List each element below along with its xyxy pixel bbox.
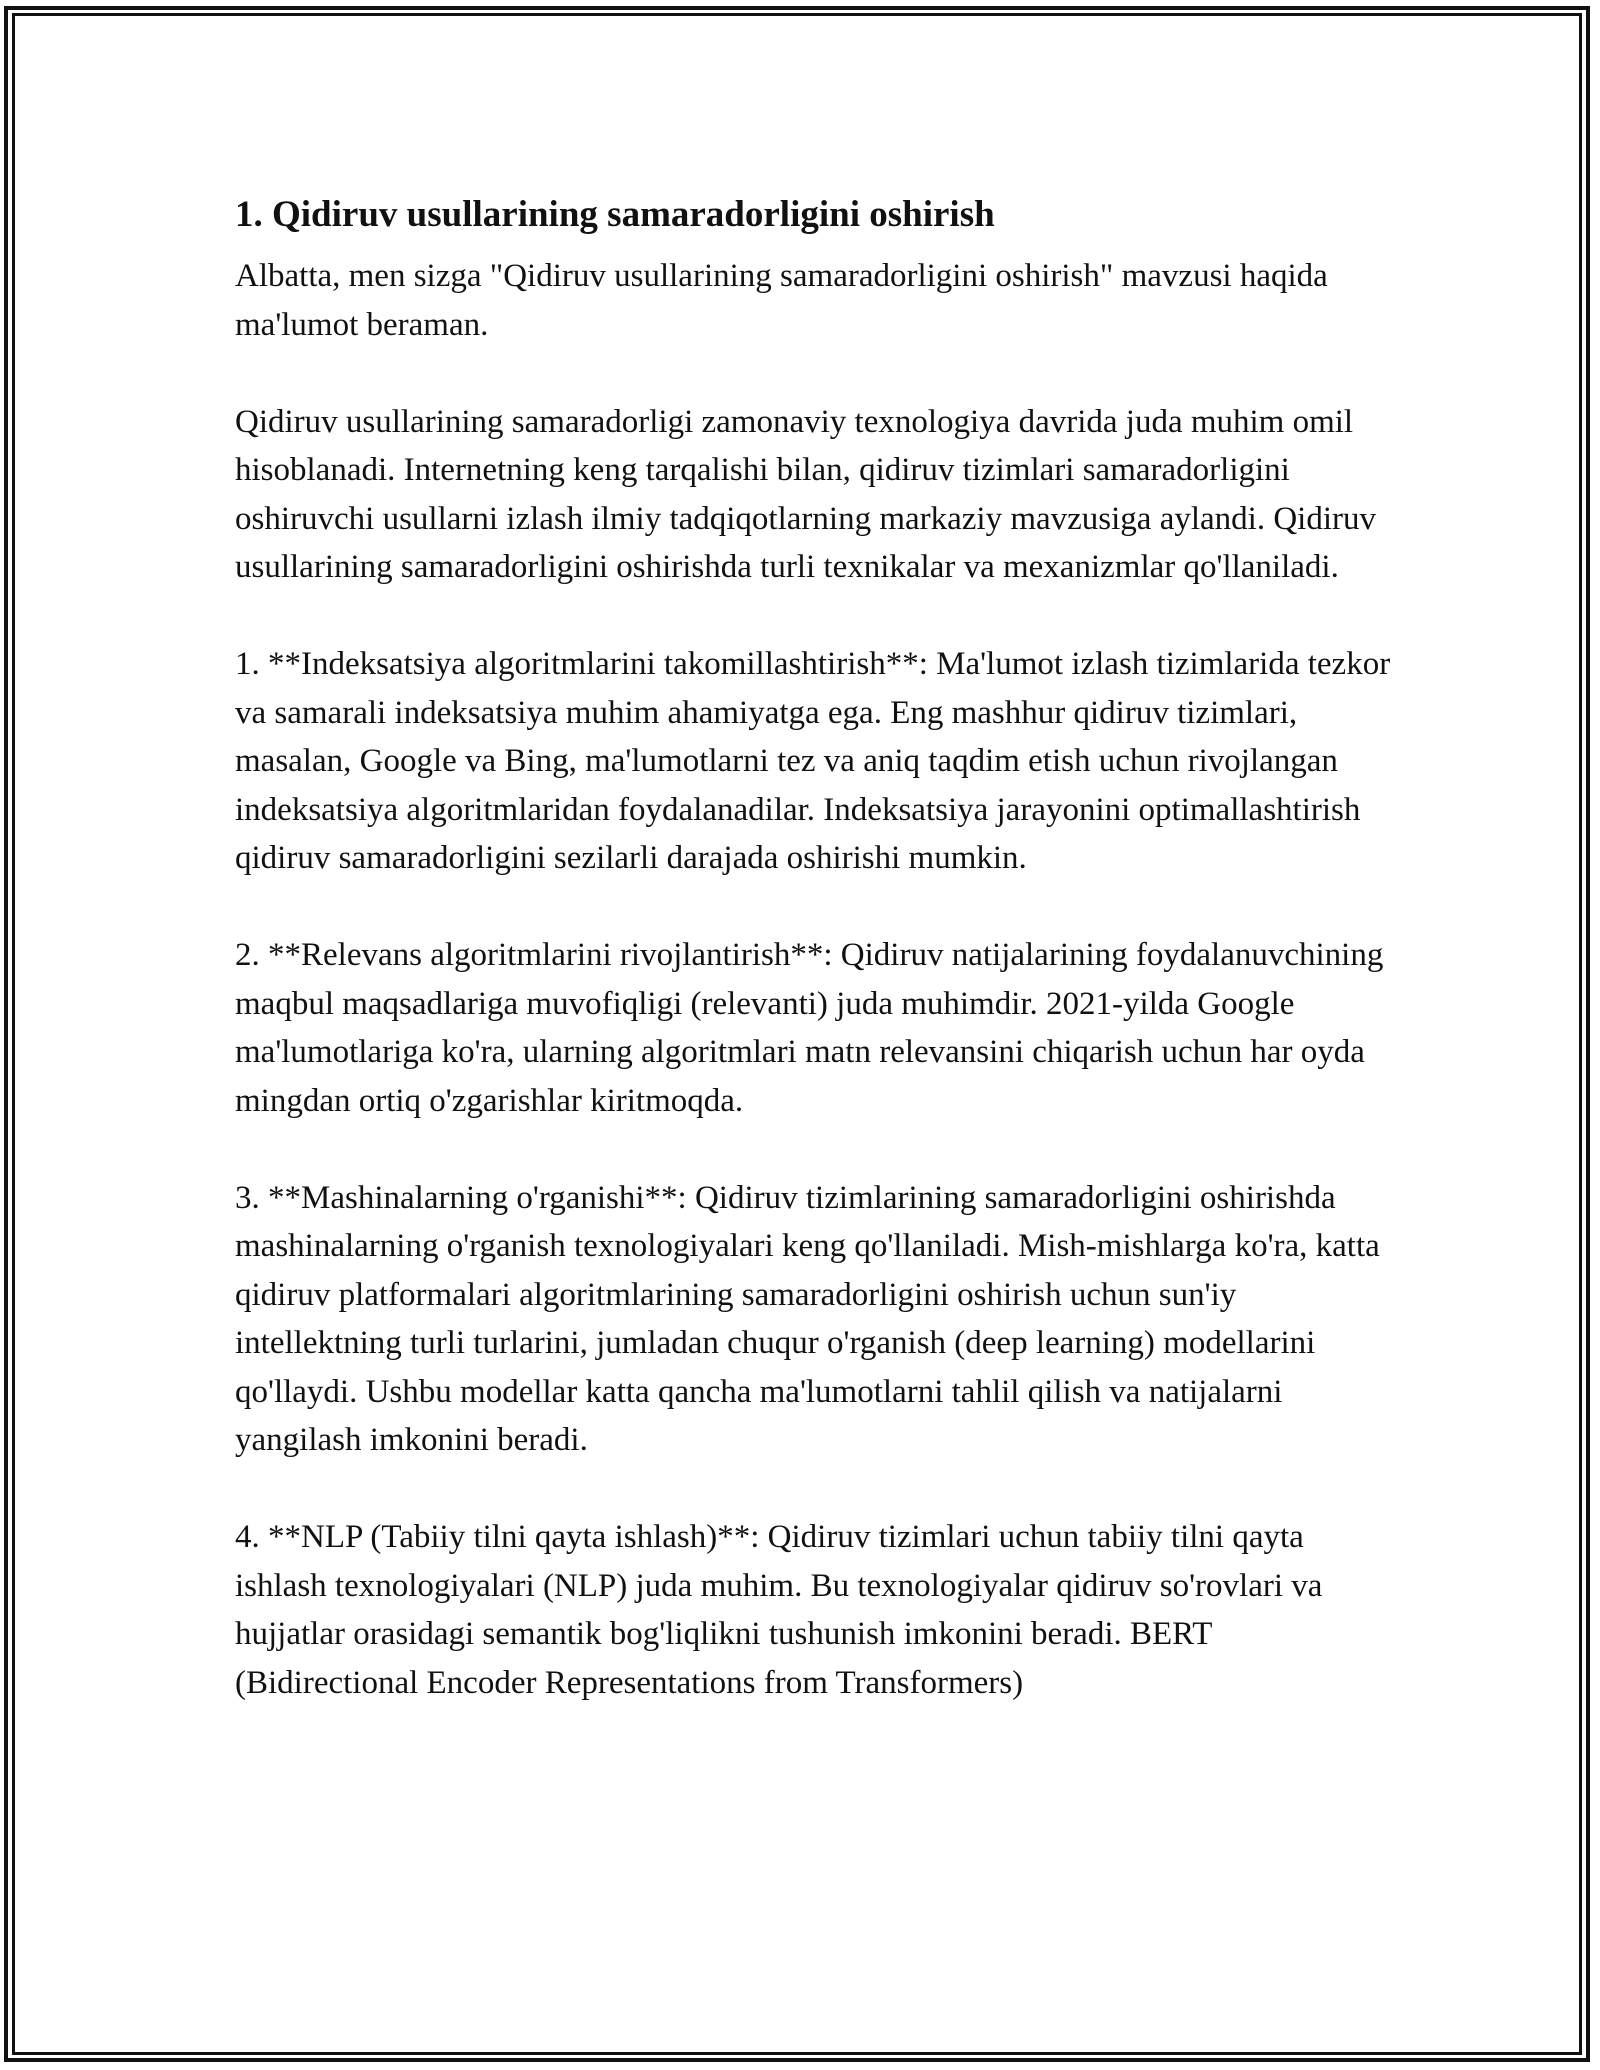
document-title: 1. Qidiruv usullarining samaradorligini oshirish [235,194,995,235]
list-item-indexing: 1. **Indeksatsiya algoritmlarini takomillashtirish**: Ma'lumot izlash tizimlarida tezkor va samarali indeksatsiya muhim ahamiyatga ega. Eng mashhur qidiruv tizimlari, masalan, Google va Bing, ma'lumotlarni tez va aniq taqdim etish uchun rivojlangan indeksatsiya algoritmlaridan foydalanadilar. Indeksatsiya jarayonini optimallashtirish qidiruv samaradorligini sezilarli darajada oshirishi mumkin. [235,646,1391,876]
list-item-nlp: 4. **NLP (Tabiiy tilni qayta ishlash)**: Qidiruv tizimlari uchun tabiiy tilni qayta ishlash texnologiyalari (NLP) juda muhim. Bu texnologiyalar qidiruv so'rovlari va hujjatlar orasidagi semantik bog'liqlikni tushunish imkonini beradi. BERT (Bidirectional Encoder Representations from Transformers) [235,1519,1323,1701]
document-body [235,186,1395,1707]
list-item-machine-learning: 3. **Mashinalarning o'rganishi**: Qidiruv tizimlarining samaradorligini oshirishda mashinalarning o'rganish texnologiyalari keng qo'llaniladi. Mish-mishlarga ko'ra, katta qidiruv platformalari algoritmlarining samaradorligini oshirish uchun sun'iy intellektning turli turlarini, jumladan chuqur o'rganish (deep learning) modellarini qo'llaydi. Ushbu modellar katta qancha ma'lumotlarni tahlil qilish va natijalarni yangilash imkonini beradi. [235,1179,1380,1458]
intro-paragraph: Albatta, men sizga "Qidiruv usullarining samaradorligini oshirish" mavzusi haqida ma'lumot beraman. [235,258,1328,343]
list-item-relevance: 2. **Relevans algoritmlarini rivojlantirish**: Qidiruv natijalarining foydalanuvchining maqbul maqsadlariga muvofiqligi (relevanti) juda muhimdir. 2021-yilda Google ma'lumotlariga ko'ra, ularning algoritmlari matn relevansini chiqarish uchun har oyda mingdan ortiq o'zgarishlar kiritmoqda. [235,937,1384,1119]
overview-paragraph: Qidiruv usullarining samaradorligi zamonaviy texnologiya davrida juda muhim omil hisoblanadi. Internetning keng tarqalishi bilan, qidiruv tizimlari samaradorligini oshiruvchi usullarni izlash ilmiy tadqiqotlarning markaziy mavzusiga aylandi. Qidiruv usullarining samaradorligini oshirishda turli texnikalar va mexanizmlar qo'llaniladi. [235,403,1376,585]
